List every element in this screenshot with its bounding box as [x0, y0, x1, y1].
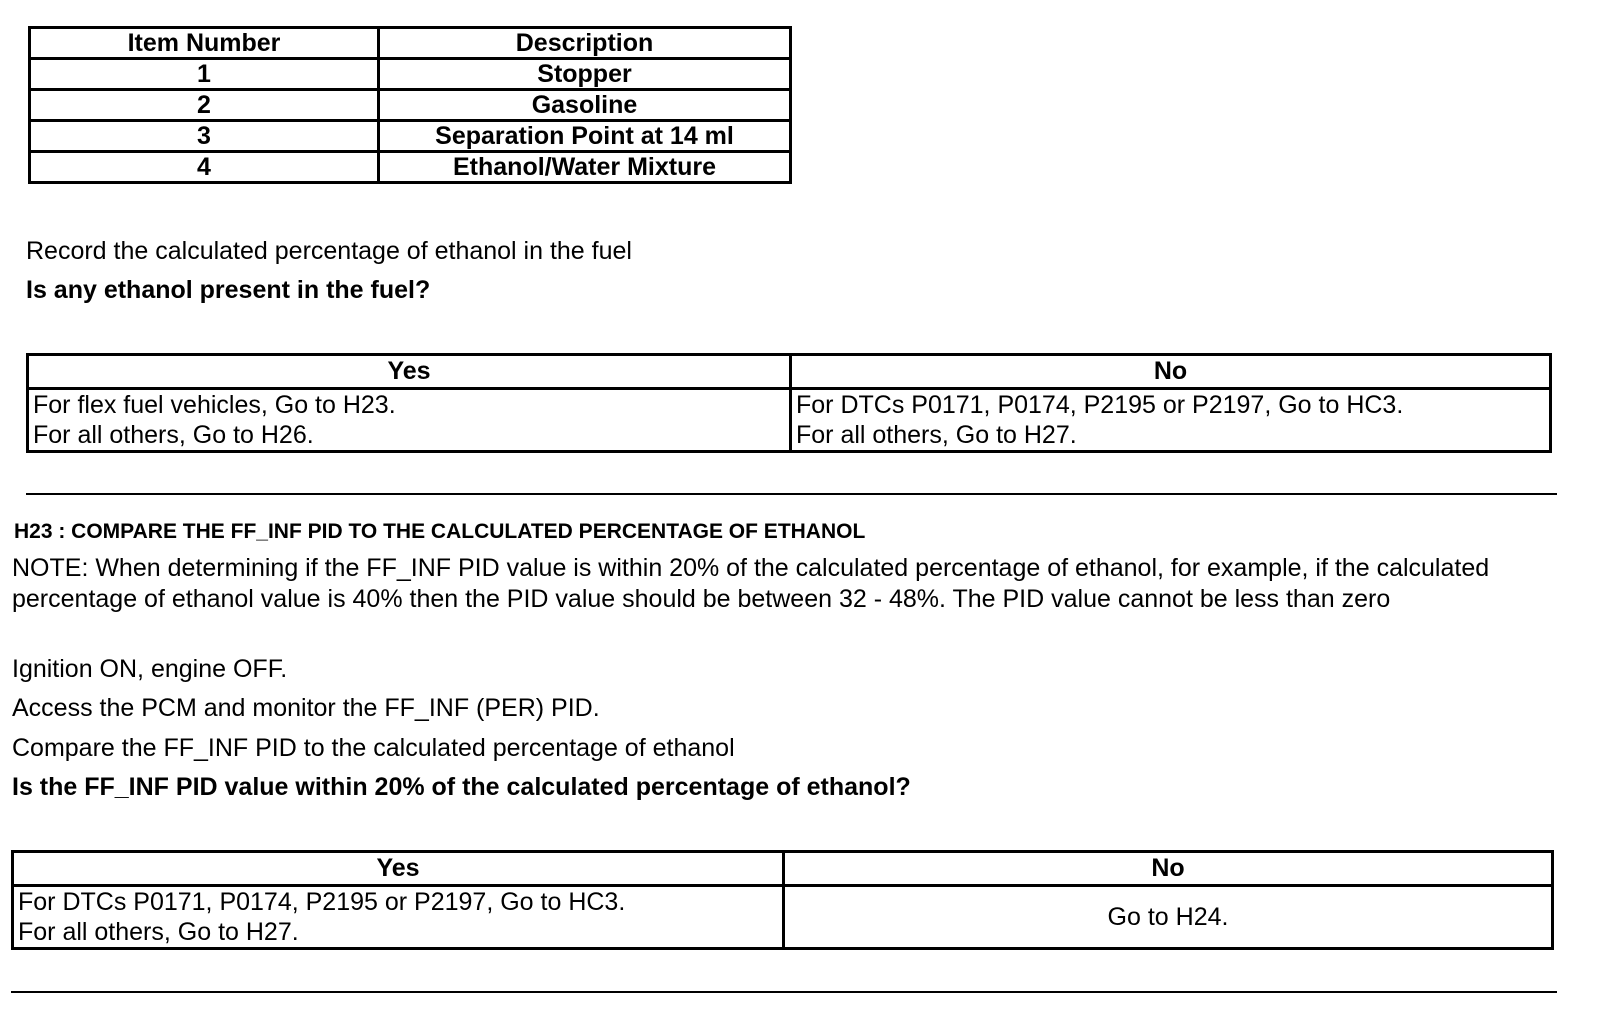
- yes-action-line: For flex fuel vehicles, Go to H23.: [33, 391, 396, 419]
- step-line: Ignition ON, engine OFF.: [12, 655, 288, 683]
- section-divider: [26, 493, 1557, 495]
- decision-table-row: [28, 389, 1551, 452]
- section-heading-h23: H23 : COMPARE THE FF_INF PID TO THE CALCULATED PERCENTAGE OF ETHANOL: [14, 520, 866, 543]
- no-header: No: [784, 852, 1553, 886]
- description-cell: Ethanol/Water Mixture: [379, 152, 791, 183]
- item-number-cell: 2: [30, 90, 379, 121]
- yes-header: Yes: [13, 852, 784, 886]
- item-table-header: [30, 28, 791, 59]
- description-cell: Separation Point at 14 ml: [379, 121, 791, 152]
- yes-cell: [28, 389, 791, 452]
- decision-table-ethanol: [26, 353, 1552, 453]
- item-number-cell: 1: [30, 59, 379, 90]
- no-action-line: For DTCs P0171, P0174, P2195 or P2197, Go to HC3.: [796, 391, 1404, 419]
- step-line: Compare the FF_INF PID to the calculated percentage of ethanol: [12, 734, 735, 762]
- step-line: Access the PCM and monitor the FF_INF (PER) PID.: [12, 694, 600, 722]
- table-row: [30, 152, 791, 183]
- item-number-cell: 4: [30, 152, 379, 183]
- item-number-cell: 3: [30, 121, 379, 152]
- record-instruction: Record the calculated percentage of ethanol in the fuel: [26, 237, 632, 265]
- no-header: No: [791, 355, 1551, 389]
- table-row: [30, 59, 791, 90]
- yes-action-line: For all others, Go to H26.: [33, 421, 314, 449]
- section-divider: [11, 991, 1557, 993]
- decision-table-ffinf: [11, 850, 1554, 950]
- yes-cell: [13, 886, 784, 949]
- no-cell: Go to H24.: [784, 886, 1553, 949]
- description-header: Description: [379, 28, 791, 59]
- item-table: [28, 26, 792, 184]
- no-action-line: For all others, Go to H27.: [796, 421, 1077, 449]
- description-cell: Stopper: [379, 59, 791, 90]
- decision-table-header: [28, 355, 1551, 389]
- question-ethanol-present: Is any ethanol present in the fuel?: [26, 276, 431, 304]
- yes-action-line: For all others, Go to H27.: [18, 918, 299, 946]
- decision-table-header: [13, 852, 1553, 886]
- description-cell: Gasoline: [379, 90, 791, 121]
- yes-action-line: For DTCs P0171, P0174, P2195 or P2197, Go to HC3.: [18, 888, 626, 916]
- item-number-header: Item Number: [30, 28, 379, 59]
- note-text: NOTE: When determining if the FF_INF PID value is within 20% of the calculated percentage of ethanol, for example, if the calculated percentage of ethanol value is 40% then the PID value should be between 32 - 48%. The PID value cannot be less than zero: [12, 554, 1490, 613]
- table-row: [30, 90, 791, 121]
- decision-table-row: [13, 886, 1553, 949]
- yes-header: Yes: [28, 355, 791, 389]
- no-cell: [791, 389, 1551, 452]
- table-row: [30, 121, 791, 152]
- question-ffinf-within: Is the FF_INF PID value within 20% of the calculated percentage of ethanol?: [12, 773, 911, 801]
